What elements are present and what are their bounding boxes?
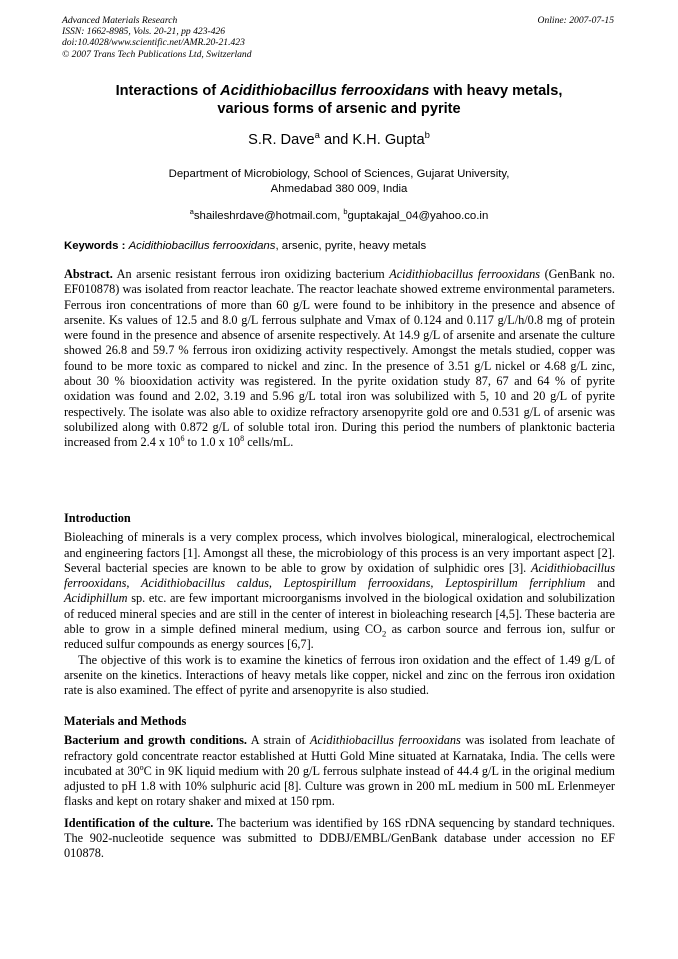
introduction-section [64, 511, 615, 699]
degree-marker: o [139, 762, 144, 772]
title-species: Acidithiobacillus ferrooxidans [220, 83, 430, 99]
author-name: S.R. Dave [248, 132, 315, 148]
abstract-text: An arsenic resistant ferrous iron oxidizing bacterium [112, 267, 390, 281]
methods-text: The bacterium was identified by 16S rDNA sequencing by standard techniques. The 902-nucleotide sequence was submitted to DDBJ/EMBL/GenBank database under accession no EF 010878. [64, 815, 615, 861]
abstract-text: cells/mL. [244, 435, 294, 450]
author-separator: and [319, 132, 353, 148]
methods-text: C in 9K liquid medium with 20 g/L ferrous sulphate instead of 44.4 g/L in the original medium adjusted to pH 1.8 with 10% sulphuric acid [8]. Culture was grown in 200 mL medium in 500 mL Erlenmeyer flasks and kept on rotary shaker and mixed at 150 rpm. [64, 763, 615, 809]
title-text: with heavy metals, [429, 83, 563, 99]
author-list [62, 131, 616, 149]
journal-name: Advanced Materials Research [62, 15, 178, 26]
section-heading: Introduction [64, 511, 131, 525]
intro-species: Acidithiobacillus ferrooxidans, Acidithiobacillus caldus, Leptospirillum ferrooxidans, Leptospirillum ferriphlium [64, 560, 615, 591]
keyword-species: Acidithiobacillus ferrooxidans [128, 240, 276, 252]
methods-text: A strain of [246, 733, 310, 748]
journal-header [62, 15, 252, 60]
affiliation-line: Ahmedabad 380 009, India [270, 182, 408, 195]
methods-paragraph [64, 733, 615, 809]
intro-paragraph: The objective of this work is to examine the kinetics of ferrous iron oxidation and the effect of 1.49 g/L of arsenite on the kinetics. Interactions of heavy metals like copper, nickel and zinc on the ferrous iron oxidation rate is also examined. The effect of pyrite and arsenopyrite is also studied. [64, 652, 615, 698]
abstract-section [64, 267, 615, 451]
keywords-label: Keywords : [64, 240, 126, 252]
abstract-label: Abstract. [64, 267, 113, 281]
intro-species: Acidiphillum [64, 591, 128, 606]
author-name: K.H. Gupta [352, 132, 425, 148]
title-text: Interactions of [115, 83, 221, 99]
online-date: Online: 2007-07-15 [537, 15, 614, 26]
keywords-line [64, 239, 616, 253]
email-address: guptakajal_04@yahoo.co.in [347, 210, 489, 222]
issn-line: ISSN: 1662-8985, Vols. 20-21, pp 423-426 [62, 26, 226, 38]
intro-paragraph [64, 530, 615, 652]
abstract-text: to 1.0 x 10 [184, 435, 241, 450]
email-marker: a [189, 207, 194, 217]
copyright-line: © 2007 Trans Tech Publications Ltd, Switzerland [62, 48, 252, 60]
intro-text: and [585, 576, 615, 591]
methods-species: Acidithiobacillus ferrooxidans [309, 733, 461, 748]
affiliation-marker: b [424, 130, 430, 142]
subscript: 2 [381, 628, 387, 639]
abstract-paragraph [64, 267, 615, 451]
section-heading: Materials and Methods [64, 714, 187, 728]
methods-text: was isolated from leachate of refractory gold concentrate reactor established at Hutti Gold Mine situated at Karnataka, India. The cells were incubated at 30 [64, 733, 615, 778]
intro-text: sp. etc. are few important microorganisms involved in the biological oxidation and solubilization of reduced mineral species and are still in the center of interest in bioleaching research [4,5]. These bacteria are able to grow in a simple defined mineral medium, using CO [64, 591, 615, 637]
subsection-label: Bacterium and growth conditions. [64, 733, 247, 748]
subsection-label: Identification of the culture. [64, 815, 214, 830]
intro-text: Bioleaching of minerals is a very complex process, which involves biological, mineralogical, electrochemical and engineering factors [1]. Amongst all these, the microbiology of this process is an very important aspect [2]. Several bacterial species are known to be able to grow by oxidation of sulphidic ores [3]. [64, 530, 615, 575]
doi-line: doi:10.4028/www.scientific.net/AMR.20-21.423 [62, 37, 245, 49]
keywords-text: , arsenic, pyrite, heavy metals [275, 240, 427, 252]
affiliation-line: Department of Microbiology, School of Sciences, Gujarat University, [168, 168, 510, 180]
abstract-species: Acidithiobacillus ferrooxidans [389, 267, 541, 281]
email-address: shaileshrdave@hotmail.com, [193, 210, 344, 222]
exponent: 6 [180, 434, 185, 444]
intro-text: as carbon source and ferrous ion, sulfur or reduced sulfur compounds as energy sources [6,7]. [64, 622, 615, 652]
methods-section [64, 714, 615, 862]
title-line-2: various forms of arsenic and pyrite [217, 101, 461, 117]
abstract-text: (GenBank no. EF010878) was isolated from reactor leachate. The reactor leachate showed extreme environmental parameters. Ferrous iron concentrations of more than 60 g/L were found to be inhibitory in the presence and absence of arsenite. Ks values of 12.5 and 8.0 g/L ferrous sulphate and Vmax of 0.124 and 0.117 g/L/h/0.8 mg of protein were found in the presence and absence of arsenite respectively. At 14.9 g/L of arsenite and arsenate the culture showed 26.8 and 59.7 % ferrous iron oxidizing activity respectively. Amongst the metals studied, copper was found to be more toxic as compared to nickel and zinc. In the presence of 3.51 g/L nickel or 4.68 g/L zinc, about 30 % biooxidation activity was registered. In the pyrite oxidation study 87, 67 and 64 % of pyrite oxidation was found and 2.02, 3.19 and 5.96 g/L total iron was solubilized with 5, 10 and 20 g/L of pyrite respectively. The isolate was also able to oxidize refractory arsenopyrite gold ore and 0.531 g/L of arsenic was solubilized along with 0.872 g/L of soluble total iron. During this period the numbers of planktonic bacteria increased from 2.4 x 10 [64, 267, 615, 450]
paper-title [62, 82, 616, 118]
affiliation [62, 167, 616, 196]
exponent: 8 [240, 434, 245, 444]
methods-paragraph [64, 816, 615, 862]
affiliation-marker: a [314, 130, 320, 142]
email-marker: b [343, 207, 348, 217]
author-emails [62, 209, 616, 223]
